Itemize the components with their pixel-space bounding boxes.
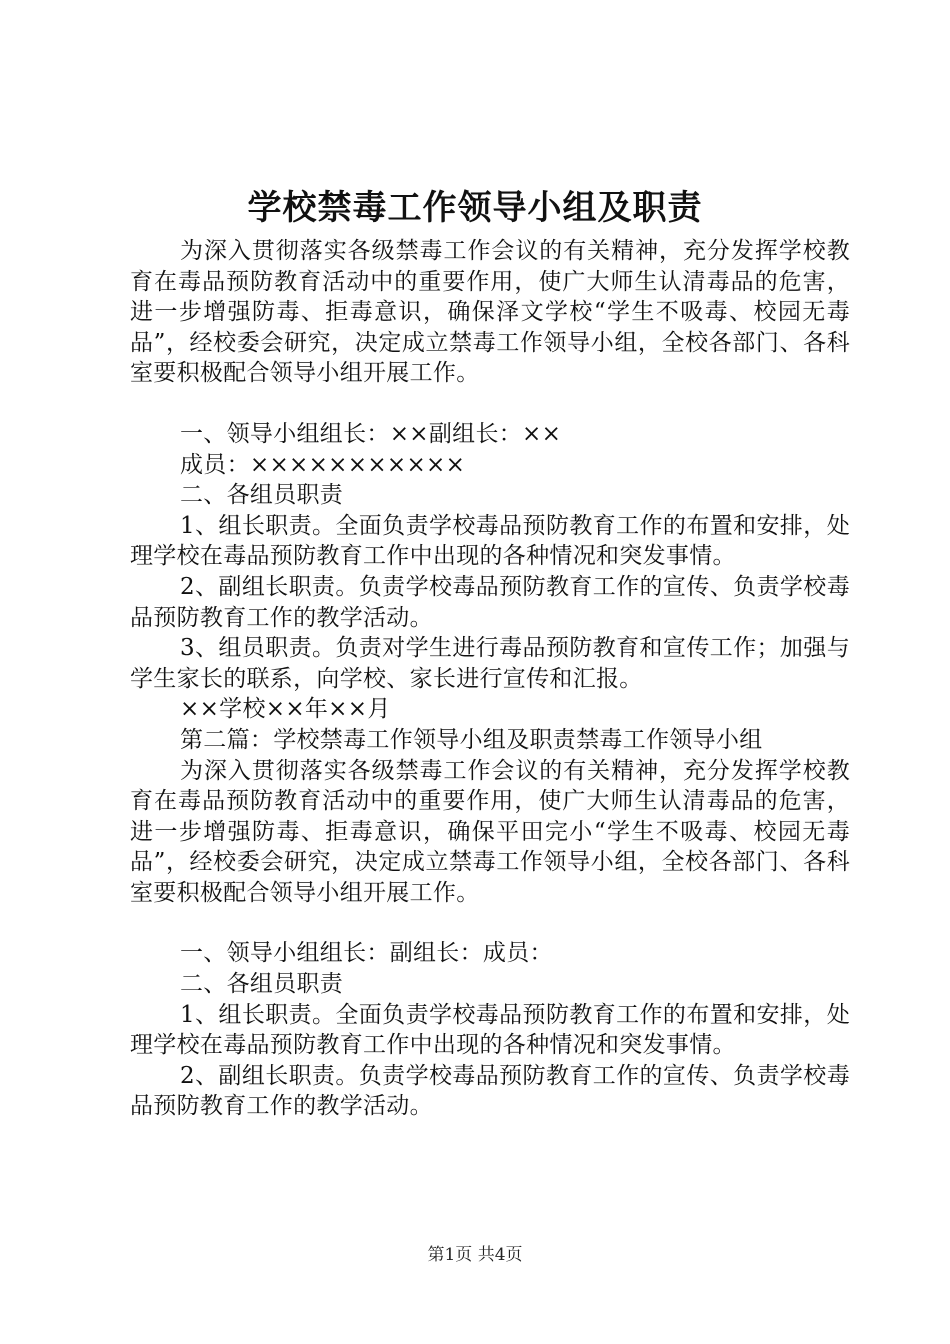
paragraph-leader-group-2: 一、领导小组组长：副组长：成员： bbox=[180, 940, 553, 967]
paragraph-duty-deputy: 2、副组长职责。负责学校毒品预防教育工作的宣传、负责学校毒品预防教育工作的教学活动。 bbox=[130, 573, 850, 631]
paragraph-duties-heading: 二、各组员职责 bbox=[180, 482, 344, 509]
paragraph-duty-leader-2: 1、组长职责。全面负责学校毒品预防教育工作的布置和安排，处理学校在毒品预防教育工作中出现的各种情况和突发事情。 bbox=[130, 1001, 850, 1059]
paragraph-leader-group: 一、领导小组组长：××副组长：×× bbox=[180, 420, 562, 447]
paragraph-duties-heading-2: 二、各组员职责 bbox=[180, 971, 344, 998]
paragraph-intro-2: 为深入贯彻落实各级禁毒工作会议的有关精神，充分发挥学校教育在毒品预防教育活动中的重要作用，使广大师生认清毒品的危害，进一步增强防毒、拒毒意识，确保平田完小“学生不吸毒、校园无毒品”，经校委会研究，决定成立禁毒工作领导小组，全校各部门、各科室要积极配合领导小组开展工作。 bbox=[130, 757, 850, 906]
document-title: 学校禁毒工作领导小组及职责 bbox=[247, 188, 703, 228]
paragraph-intro: 为深入贯彻落实各级禁毒工作会议的有关精神，充分发挥学校教育在毒品预防教育活动中的重要作用，使广大师生认清毒品的危害，进一步增强防毒、拒毒意识，确保泽文学校“学生不吸毒、校园无毒品”，经校委会研究，决定成立禁毒工作领导小组，全校各部门、各科室要积极配合领导小组开展工作。 bbox=[130, 238, 850, 387]
paragraph-duty-member: 3、组员职责。负责对学生进行毒品预防教育和宣传工作；加强与学生家长的联系，向学校、家长进行宣传和汇报。 bbox=[130, 635, 850, 692]
paragraph-members: 成员：××××××××××× bbox=[180, 451, 466, 478]
paragraph-second-title: 第二篇：学校禁毒工作领导小组及职责禁毒工作领导小组 bbox=[180, 726, 763, 753]
paragraph-date: ××学校××年××月 bbox=[180, 696, 391, 723]
page-number-footer: 第1页 共4页 bbox=[427, 1245, 523, 1265]
document-body bbox=[130, 236, 850, 1122]
paragraph-duty-leader: 1、组长职责。全面负责学校毒品预防教育工作的布置和安排，处理学校在毒品预防教育工作中出现的各种情况和突发事情。 bbox=[130, 512, 850, 570]
paragraph-duty-deputy-2: 2、副组长职责。负责学校毒品预防教育工作的宣传、负责学校毒品预防教育工作的教学活动。 bbox=[130, 1062, 850, 1120]
